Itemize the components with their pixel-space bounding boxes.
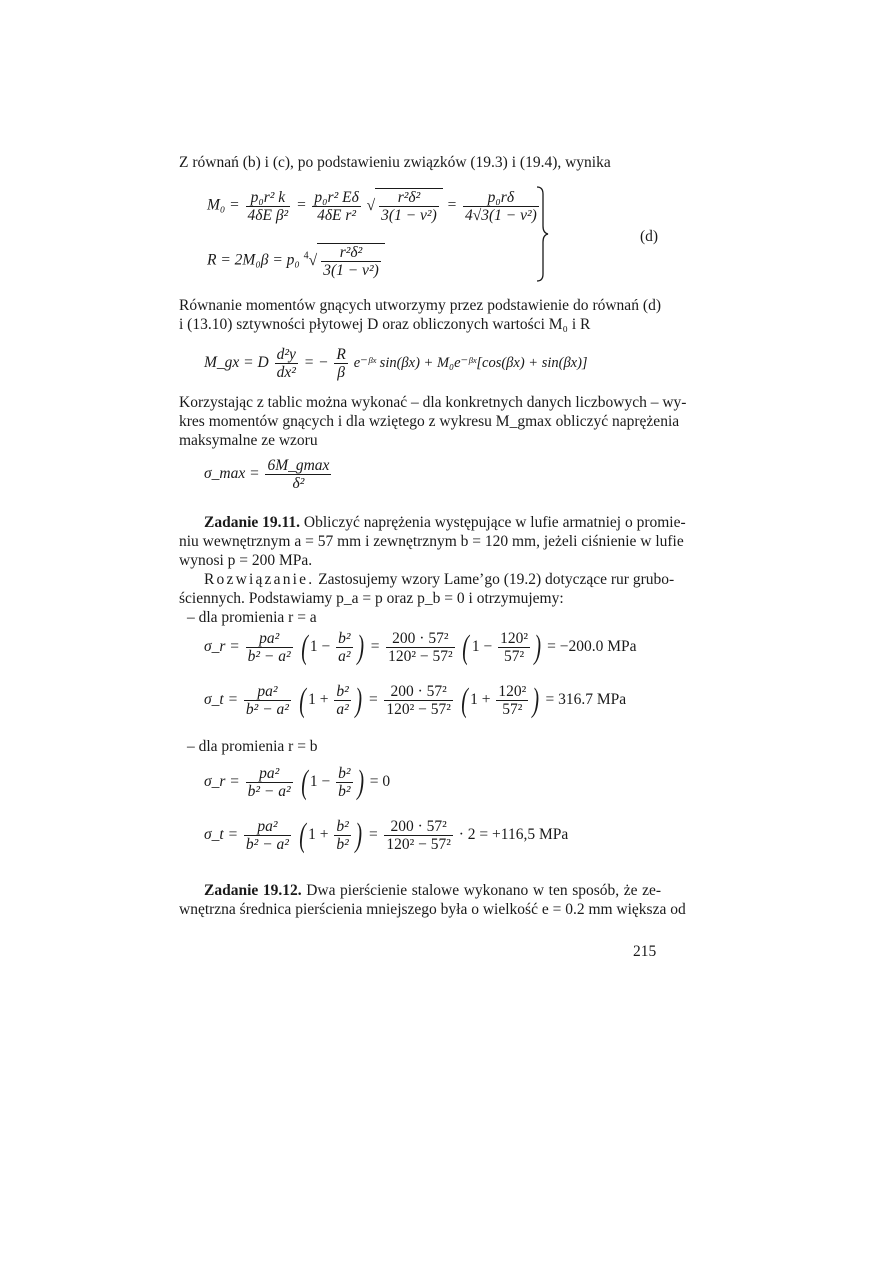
- frac-num: b²: [336, 683, 349, 700]
- eq-op: 1 −: [471, 638, 493, 656]
- frac-num: p₀r² k: [246, 189, 291, 207]
- frac-den: 3(1 − ν²): [323, 262, 379, 279]
- frac-den: 120² − 57²: [388, 648, 453, 665]
- sqrt: √ $\frac{\text{r²δ²}}{\text{3(1 − ν²)}}$: [309, 243, 385, 279]
- text-line: Równanie momentów gnących utworzymy przez podstawienie do równań (d): [179, 297, 661, 314]
- root-index: 4: [303, 250, 309, 262]
- equation-sigma-r-a: σ_r = $\frac{\text{pa²}}{\text{b² − a²}}$ ( 1 − $\frac{\text{b²}}{\text{a²}}$ ) = $\frac{\text{200 · 57²}}{\text{120² − 57²}}$ ( 1 − $\frac{\text{120²}}{\text{57²}}$ ) = −200.0 MPa: [204, 628, 637, 666]
- frac-num: R: [336, 346, 346, 363]
- frac-den: 57²: [503, 648, 525, 665]
- frac-num: 120²: [500, 630, 528, 647]
- frac-num: p₀r² Eδ: [314, 188, 359, 206]
- page-number: 215: [633, 943, 657, 960]
- equation-mgx: [204, 346, 588, 381]
- equation-m0: M₀ = $\frac{\text{p₀r² k}}{\text{4δE β²}}$ = $\frac{\text{p₀r² Eδ}}{\text{4δE r²}}$ √ $\frac{\text{r²δ²}}{\text{3(1 − ν²)}}$ = $\frac{\text{p₀rδ}}{\text{4√3(1 − ν²)}}$: [207, 188, 537, 224]
- frac-num: b²: [338, 765, 351, 782]
- text-line: – dla promienia r = b: [187, 738, 318, 755]
- task-title: Zadanie 19.11.: [204, 514, 301, 531]
- text-line: maksymalne ze wzoru: [179, 432, 318, 449]
- frac-num: d²y: [276, 346, 296, 363]
- intro-paragraph: [179, 153, 661, 172]
- text-line: niu wewnętrznym a = 57 mm i zewnętrznym b = 120 mm, jeżeli ciśnienie w lufie: [179, 533, 684, 550]
- equation-sigma-max: [204, 457, 333, 492]
- frac-num: pa²: [244, 818, 291, 836]
- eq-op: 1 −: [309, 773, 331, 791]
- frac-num: pa²: [244, 683, 291, 701]
- eq-lhs: R = 2M₀β = p₀: [207, 251, 300, 269]
- text-line: Dwa pierścienie stalowe wykonano w ten sposób, że ze-: [301, 882, 661, 899]
- text-line: Z równań (b) i (c), po podstawieniu związków (19.3) i (19.4), wynika: [179, 154, 611, 171]
- text-line: – dla promienia r = a: [187, 609, 317, 626]
- frac-den: b² − a²: [247, 783, 291, 800]
- radius-b-label: [179, 737, 661, 756]
- solution-paragraph: [179, 570, 675, 627]
- solution-label: Rozwiązanie.: [204, 571, 315, 588]
- eq-rest: e⁻ᵝˣ sin(βx) + M₀e⁻ᵝˣ[cos(βx) + sin(βx)]: [353, 355, 588, 372]
- frac-den: 3(1 − ν²): [381, 207, 437, 224]
- eq-op: 1 +: [308, 691, 329, 709]
- frac-den: b² − a²: [247, 648, 291, 665]
- eq-lhs: σ_max =: [204, 465, 260, 483]
- frac-num: b²: [338, 630, 351, 647]
- eq-result: = −200.0 MPa: [547, 638, 637, 656]
- text-line: Zastosujemy wzory Lame’go (19.2) dotyczące rur grubo-: [314, 571, 675, 588]
- eq-lhs: σ_t =: [204, 691, 239, 709]
- text-line: ściennych. Podstawiamy p_a = p oraz p_b = 0 i otrzymujemy:: [179, 590, 564, 607]
- frac-den: b² − a²: [245, 701, 289, 718]
- eq-result: = 316.7 MPa: [545, 691, 627, 709]
- text-line: wnętrzna średnica pierścienia mniejszego była o wielkość e = 0.2 mm większa od: [179, 901, 686, 918]
- eq-op: 1 +: [470, 691, 491, 709]
- frac-num: 200 · 57²: [384, 683, 453, 701]
- equation-label: (d): [640, 228, 659, 245]
- eq-lhs: M₀ =: [207, 196, 240, 214]
- text-line: Obliczyć naprężenia występujące w lufie armatniej o promie-: [300, 514, 686, 531]
- eq-lhs: σ_t =: [204, 826, 239, 844]
- moment-paragraph: [179, 296, 661, 334]
- frac-den: dx²: [276, 364, 296, 381]
- eq-lhs: σ_r =: [204, 773, 240, 791]
- frac-den: 120² − 57²: [386, 701, 451, 718]
- frac-den: a²: [338, 648, 351, 665]
- equation-sigma-t-b: σ_t = $\frac{\text{pa²}}{\text{b² − a²}}$ ( 1 + $\frac{\text{b²}}{\text{b²}}$ ) = $\frac{\text{200 · 57²}}{\text{120² − 57²}}$ · 2 = +116,5 MPa: [204, 816, 569, 854]
- eq-op: 1 −: [309, 638, 331, 656]
- frac-den: 57²: [502, 701, 523, 718]
- eq-result: · 2 = +116,5 MPa: [458, 826, 569, 844]
- frac-den: 4√3(1 − ν²): [464, 206, 537, 224]
- right-brace: [535, 186, 549, 282]
- eq-op: 1 +: [308, 826, 329, 844]
- frac-num: pa²: [246, 630, 293, 648]
- text-line: wynosi p = 200 MPa.: [179, 552, 313, 569]
- frac-num: b²: [336, 818, 349, 835]
- eq-lhs: M_gx = D: [204, 354, 269, 372]
- equation-sigma-t-a: σ_t = $\frac{\text{pa²}}{\text{b² − a²}}$ ( 1 + $\frac{\text{b²}}{\text{a²}}$ ) = $\frac{\text{200 · 57²}}{\text{120² − 57²}}$ ( 1 + $\frac{\text{120²}}{\text{57²}}$ ) = 316.7 MPa: [204, 681, 627, 719]
- eq-lhs: σ_r =: [204, 638, 240, 656]
- task-19-11: [179, 513, 686, 570]
- frac-num: pa²: [246, 765, 293, 783]
- text-line: Korzystając z tablic można wykonać – dla konkretnych danych liczbowych – wy-: [179, 394, 687, 411]
- frac-num: p₀rδ: [463, 189, 539, 207]
- frac-den: 120² − 57²: [386, 836, 451, 853]
- frac-num: r²δ²: [379, 189, 439, 207]
- frac-den: 4δE β²: [247, 206, 289, 224]
- equation-r: [207, 243, 385, 279]
- task-19-12: [179, 881, 686, 919]
- frac-den: 4δE r²: [317, 206, 357, 224]
- task-title: Zadanie 19.12.: [204, 882, 302, 899]
- frac-den: δ²: [292, 475, 305, 492]
- frac-den: β: [337, 364, 345, 381]
- frac-num: 6M_gmax: [267, 457, 330, 474]
- frac-num: 200 · 57²: [386, 630, 455, 648]
- frac-num: r²δ²: [321, 244, 381, 262]
- tables-paragraph: [179, 393, 687, 450]
- frac-den: b²: [338, 783, 351, 800]
- text-line: kres momentów gnących i dla wziętego z wykresu M_gmax obliczyć naprężenia: [179, 413, 680, 430]
- frac-den: a²: [336, 701, 349, 718]
- eq-result: = 0: [369, 773, 391, 791]
- frac-den: b² − a²: [245, 836, 289, 853]
- text-line: i (13.10) sztywności płytowej D oraz obliczonych wartości M₀ i R: [179, 316, 591, 333]
- eq-op: = −: [303, 354, 329, 372]
- frac-num: 200 · 57²: [384, 818, 453, 836]
- frac-den: b²: [336, 836, 349, 853]
- equation-sigma-r-b: σ_r = $\frac{\text{pa²}}{\text{b² − a²}}$ ( 1 − $\frac{\text{b²}}{\text{b²}}$ ) = 0: [204, 763, 391, 801]
- sqrt: √ $\frac{\text{r²δ²}}{\text{3(1 − ν²)}}$: [367, 188, 443, 224]
- frac-num: 120²: [498, 683, 527, 700]
